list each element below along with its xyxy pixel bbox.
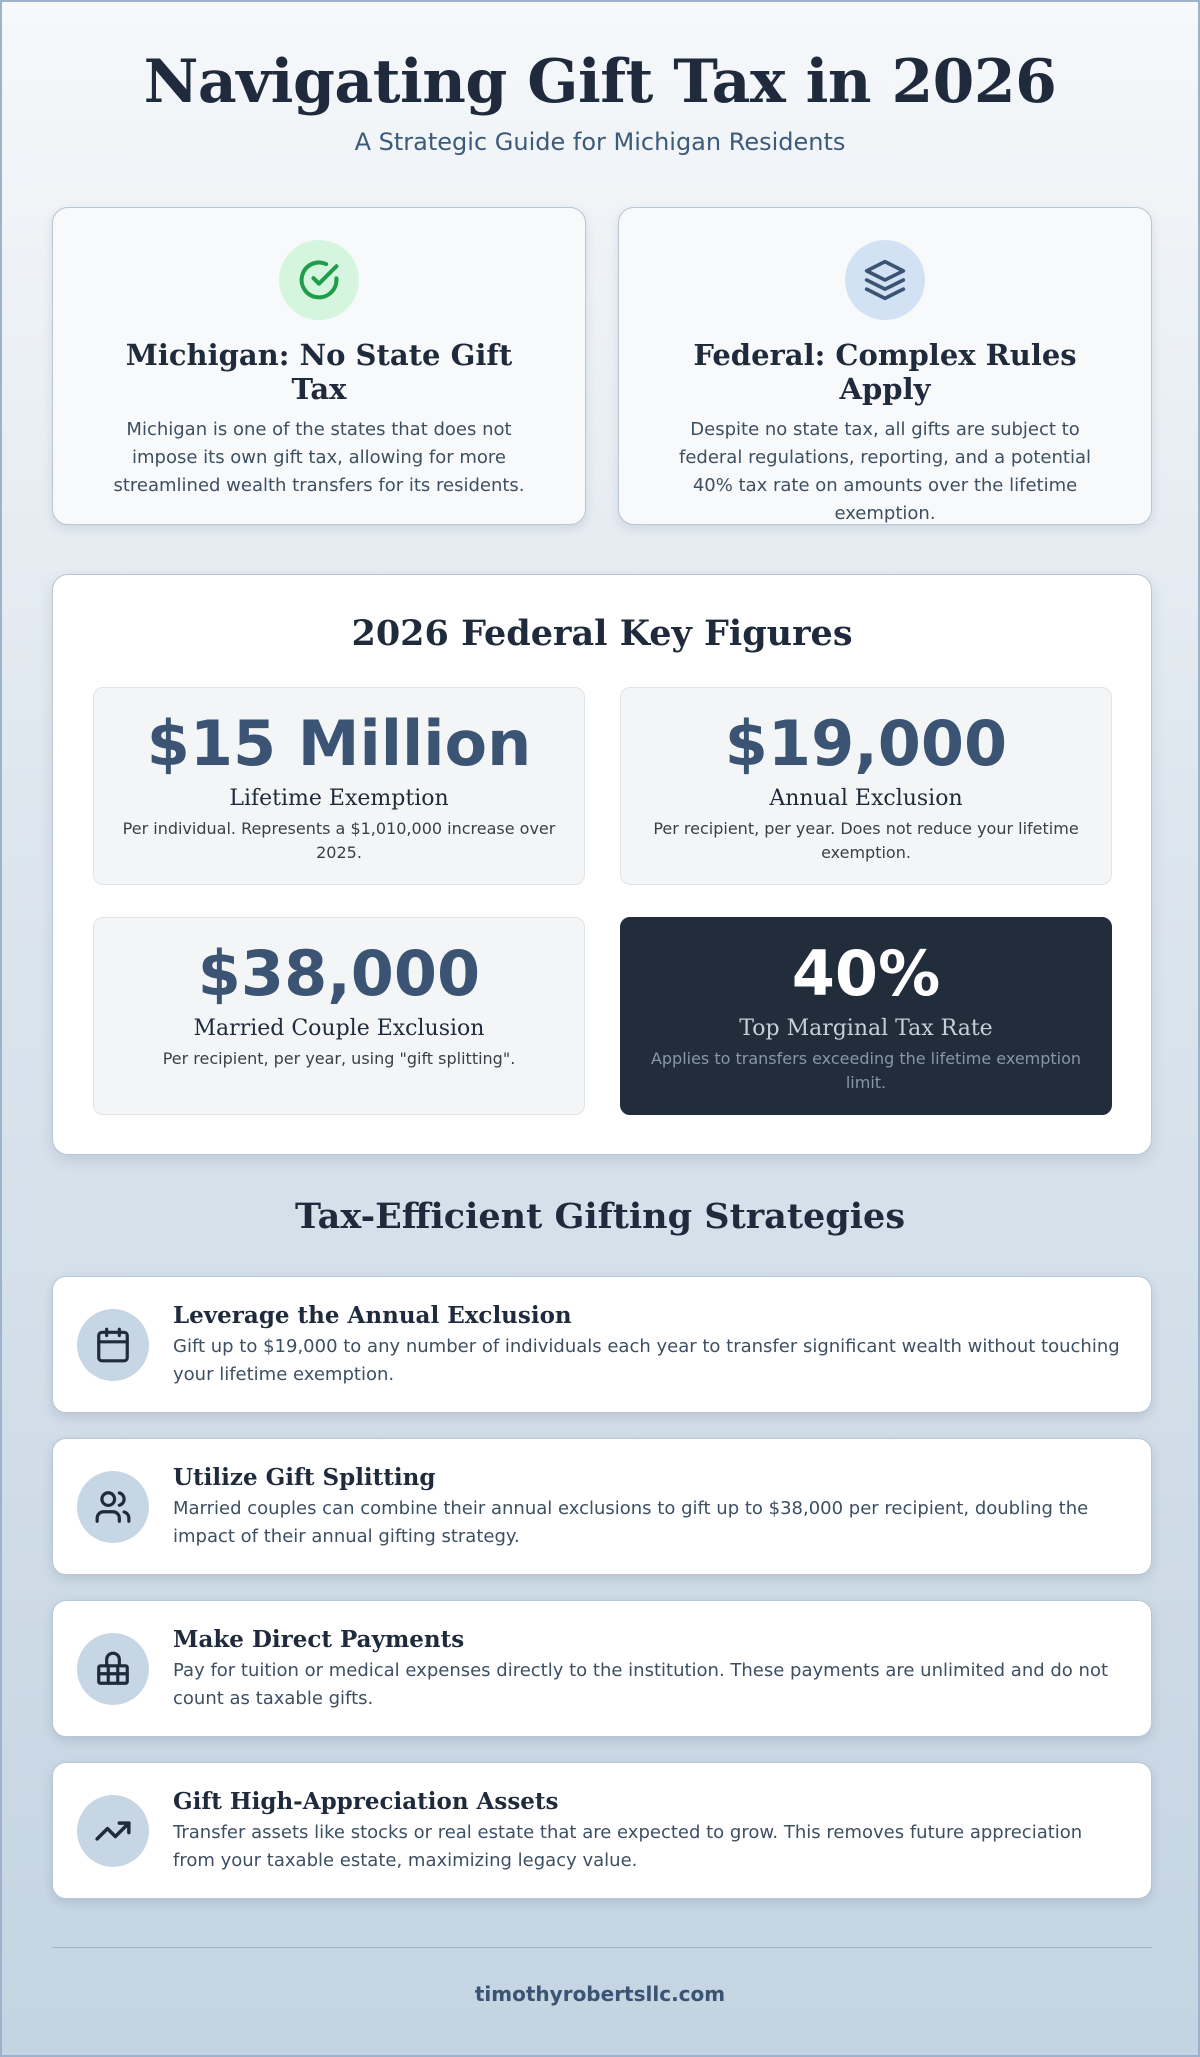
key-figures-title: 2026 Federal Key Figures [351, 613, 853, 654]
michigan-card [52, 207, 586, 525]
figure-card-married-couple-exclusion [93, 917, 585, 1115]
figure-label: Annual Exclusion [769, 786, 963, 811]
trending-up-icon [77, 1795, 149, 1867]
figure-card-top-tax-rate [620, 917, 1112, 1115]
state-federal-overview [52, 207, 1152, 525]
strategy-description: Pay for tuition or medical expenses directly to the institution. These payments are unlimited and do not count as taxable gifts. [173, 1660, 1109, 1709]
figure-description: Per individual. Represents a $1,010,000 increase over 2025. [122, 819, 556, 862]
figure-value: $38,000 [197, 937, 481, 1010]
strategy-card-direct-payments [52, 1600, 1152, 1737]
figure-card-lifetime-exemption [93, 687, 585, 885]
key-figures-panel [52, 574, 1152, 1155]
strategy-title: Leverage the Annual Exclusion [173, 1302, 572, 1329]
layers-icon [845, 240, 925, 320]
figure-label: Lifetime Exemption [229, 786, 449, 811]
page-title: Navigating Gift Tax in 2026 [143, 47, 1057, 117]
strategy-description: Transfer assets like stocks or real estate that are expected to grow. This removes future appreciation from your taxable estate, maximizing legacy value. [173, 1822, 1083, 1871]
figure-description: Applies to transfers exceeding the lifetime exemption limit. [650, 1049, 1082, 1092]
strategy-title: Make Direct Payments [173, 1626, 465, 1653]
strategy-card-gift-splitting [52, 1438, 1152, 1575]
figure-value: 40% [791, 937, 941, 1010]
users-icon [77, 1471, 149, 1543]
federal-card-title: Federal: Complex Rules Apply [693, 338, 1077, 406]
strategies-title: Tax-Efficient Gifting Strategies [294, 1196, 906, 1237]
strategy-text [173, 1463, 1123, 1551]
figure-description: Per recipient, per year, using "gift splitting". [162, 1049, 516, 1068]
federal-card [618, 207, 1152, 525]
michigan-card-title: Michigan: No State Gift Tax [125, 338, 513, 406]
strategy-description: Married couples can combine their annual exclusions to gift up to $38,000 per recipient, doubling the impact of their annual gifting strategy. [173, 1498, 1089, 1547]
strategy-title: Gift High-Appreciation Assets [173, 1788, 559, 1815]
figure-value: $19,000 [724, 707, 1008, 780]
basket-icon [77, 1633, 149, 1705]
strategy-text [173, 1625, 1123, 1713]
figure-value: $15 Million [146, 707, 532, 780]
calendar-icon [77, 1309, 149, 1381]
figure-description: Per recipient, per year. Does not reduce your lifetime exemption. [653, 819, 1079, 862]
figure-label: Married Couple Exclusion [193, 1016, 485, 1041]
strategy-description: Gift up to $19,000 to any number of individuals each year to transfer significant wealth without touching your lifetime exemption. [173, 1336, 1120, 1385]
strategy-card-appreciation-assets [52, 1762, 1152, 1899]
footer-website: timothyrobertsllc.com [474, 1982, 726, 2006]
check-circle-icon [279, 240, 359, 320]
strategy-title: Utilize Gift Splitting [173, 1464, 436, 1491]
key-figures-grid [93, 687, 1112, 1115]
header [2, 2, 1198, 156]
strategy-text [173, 1301, 1123, 1389]
strategy-text [173, 1787, 1123, 1875]
federal-card-text: Despite no state tax, all gifts are subject to federal regulations, reporting, and a potential 40% tax rate on amounts over the lifetime exemption. [679, 419, 1091, 524]
page-subtitle: A Strategic Guide for Michigan Residents [354, 128, 846, 156]
footer-divider [52, 1947, 1152, 1948]
figure-label: Top Marginal Tax Rate [739, 1016, 993, 1041]
strategy-card-annual-exclusion [52, 1276, 1152, 1413]
michigan-card-text: Michigan is one of the states that does not impose its own gift tax, allowing for more streamlined wealth transfers for its residents. [113, 419, 525, 496]
figure-card-annual-exclusion [620, 687, 1112, 885]
